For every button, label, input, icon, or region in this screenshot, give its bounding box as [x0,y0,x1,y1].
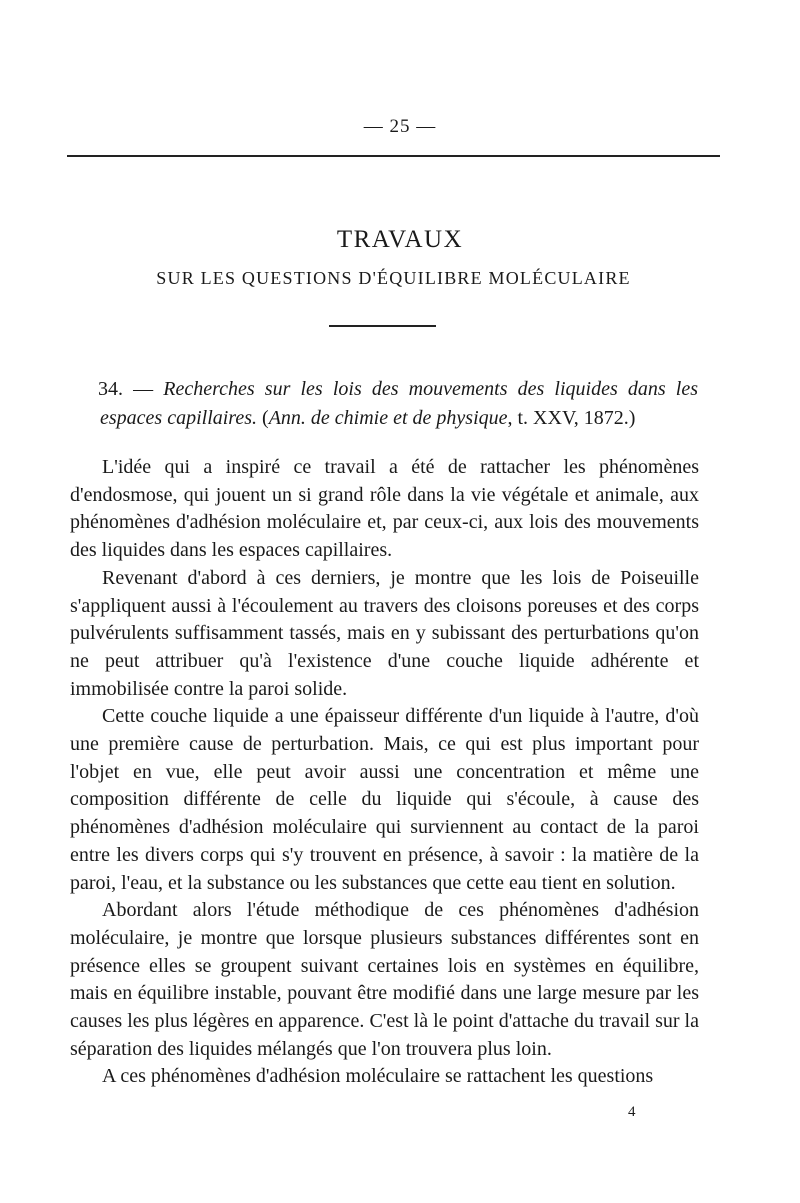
section-title: TRAVAUX [336,226,464,253]
body-text [70,454,699,1091]
title-divider [329,325,436,327]
entry-title: Recherches sur les lois des mouvements des liquides dans les espaces capillaires. [100,378,698,429]
paragraph-5: A ces phénomènes d'adhésion moléculaire se rattachent les questions [102,1065,654,1088]
entry-source-close: , t. XXV, 1872.) [507,407,636,429]
paragraph-2: Revenant d'abord à ces derniers, je montre que les lois de Poiseuille s'appliquent aussi à l'écoulement au travers des cloisons poreuses et des corps pulvérulents suffisamment tassés, mais en y subissant des perturbations qu'on ne peut attribuer qu'à l'existence d'une couche liquide adhérente et immobilisée contre la paroi solide. [70,566,699,700]
entry-source-journal: Ann. de chimie et de physique [268,407,508,429]
paragraph-4: Abordant alors l'étude méthodique de ces phénomènes d'adhésion moléculaire, je montre que lorsque plusieurs substances différentes sont en présence elles se groupent suivant certaines lois en systèmes en équilibre, mais en équilibre instable, pouvant être modifié dans une large mesure par les causes les plus légères en apparence. C'est là le point d'attache du travail sur la séparation des liquides mélangés que l'on trouvera plus loin. [70,899,699,1060]
paragraph-3: Cette couche liquide a une épaisseur différente d'un liquide à l'autre, d'où une première cause de perturbation. Mais, ce qui est plus important pour l'objet en vue, elle peut avoir aussi une concentration et même une composition différente de celle du liquide qui s'écoule, à cause des phénomènes d'adhésion moléculaire qui surviennent au contact de la paroi entre les divers corps qui s'y trouvent en présence, à savoir : la matière de la paroi, l'eau, et la substance ou les substances que cette eau tient en solution. [70,705,699,894]
signature-mark: 4 [628,1104,636,1120]
bibliography-entry [100,375,698,433]
entry-source-open: ( [257,407,269,429]
entry-number: 34. — [98,378,164,400]
page-number: — 25 — [363,116,437,137]
header-rule [67,155,720,157]
section-subtitle: SUR LES QUESTIONS D'ÉQUILIBRE MOLÉCULAIRE [156,268,631,288]
paragraph-1: L'idée qui a inspiré ce travail a été de rattacher les phénomènes d'endosmose, qui jouent un si grand rôle dans la vie végétale et animale, aux phénomènes d'adhésion moléculaire et, par ceux-ci, aux lois des mouvements des liquides dans les espaces capillaires. [70,456,699,562]
